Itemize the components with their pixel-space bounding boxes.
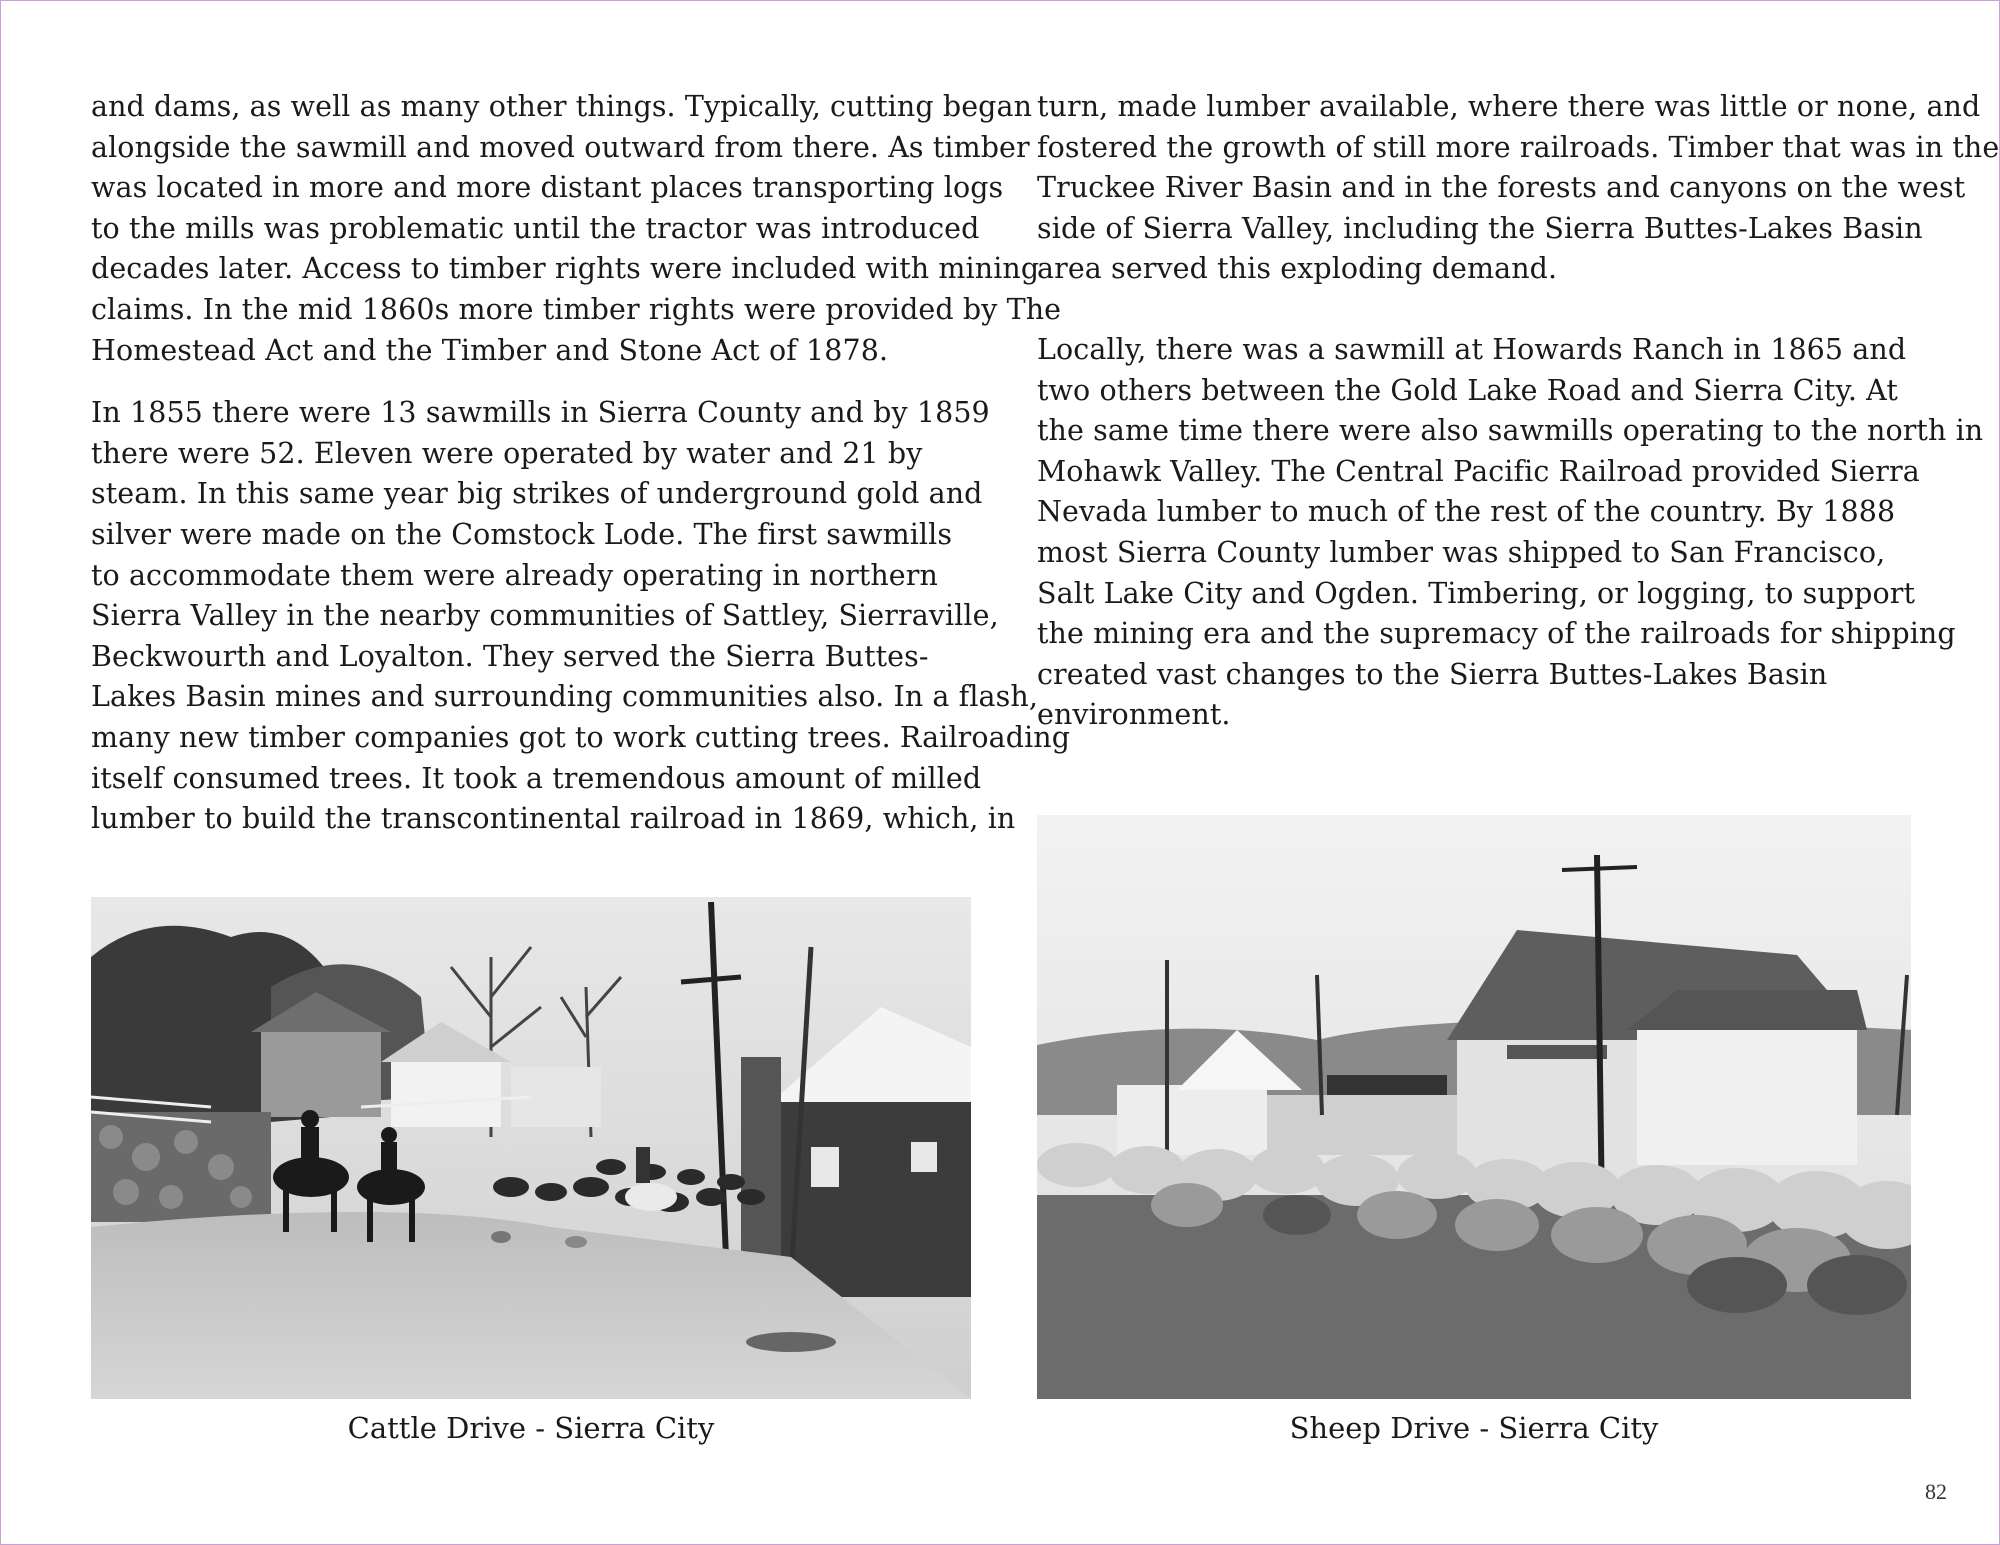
text-line: was located in more and more distant places transporting logs	[91, 171, 1004, 205]
text-line: Locally, there was a sawmill at Howards Ranch in 1865 and	[1037, 332, 1907, 366]
text-line: Truckee River Basin and in the forests and canyons on the west	[1037, 171, 1966, 205]
text-line: Mohawk Valley. The Central Pacific Railroad provided Sierra	[1037, 454, 1920, 488]
text-line: Beckwourth and Loyalton. They served the Sierra Buttes-	[91, 639, 929, 673]
text-line: the mining era and the supremacy of the railroads for shipping	[1037, 617, 1956, 651]
text-line: the same time there were also sawmills operating to the north in	[1037, 414, 1984, 448]
text-line: decades later. Access to timber rights were included with mining	[91, 252, 1040, 286]
text-line: steam. In this same year big strikes of underground gold and	[91, 477, 983, 511]
text-line: area served this exploding demand.	[1037, 252, 1558, 286]
text-line: claims. In the mid 1860s more timber rights were provided by The	[91, 292, 1062, 326]
left-text-column	[91, 87, 1071, 840]
text-line: silver were made on the Comstock Lode. The first sawmills	[91, 517, 953, 551]
right-text-column	[1037, 87, 2000, 736]
paragraph-lumber-available	[1037, 87, 2000, 290]
text-line: Nevada lumber to much of the rest of the country. By 1888	[1037, 495, 1896, 529]
page-number: 82	[1925, 1479, 1947, 1504]
paragraph-timber-cutting	[91, 87, 1062, 371]
cattle-drive-photo	[91, 897, 971, 1399]
text-line: Homestead Act and the Timber and Stone Act of 1878.	[91, 333, 889, 367]
text-line: Sierra Valley in the nearby communities of Sattley, Sierraville,	[91, 599, 999, 633]
text-line: there were 52. Eleven were operated by water and 21 by	[91, 436, 923, 470]
text-line: to accommodate them were already operating in northern	[91, 558, 938, 592]
text-line: fostered the growth of still more railroads. Timber that was in the	[1037, 130, 2000, 164]
text-line: two others between the Gold Lake Road and Sierra City. At	[1037, 373, 1898, 407]
text-line: most Sierra County lumber was shipped to San Francisco,	[1037, 535, 1886, 569]
text-line: and dams, as well as many other things. Typically, cutting began	[91, 90, 1033, 123]
text-line: environment.	[1037, 698, 1231, 732]
text-line: alongside the sawmill and moved outward from there. As timber	[91, 130, 1030, 164]
text-line: lumber to build the transcontinental railroad in 1869, which, in	[91, 802, 1016, 836]
text-line: to the mills was problematic until the tractor was introduced	[91, 211, 980, 245]
sheep-drive-caption: Sheep Drive - Sierra City	[1289, 1411, 1659, 1445]
paragraph-sawmills-1855	[91, 393, 1071, 840]
text-line: side of Sierra Valley, including the Sierra Buttes-Lakes Basin	[1037, 211, 1923, 245]
text-line: turn, made lumber available, where there was little or none, and	[1037, 90, 1981, 123]
paragraph-local-sawmills	[1037, 330, 1984, 736]
text-line: Lakes Basin mines and surrounding communities also. In a flash,	[91, 680, 1038, 714]
text-line: many new timber companies got to work cutting trees. Railroading	[91, 720, 1071, 754]
sheep-drive-photo	[1037, 815, 1911, 1399]
text-line: itself consumed trees. It took a tremendous amount of milled	[91, 761, 982, 795]
text-line: In 1855 there were 13 sawmills in Sierra County and by 1859	[91, 396, 990, 430]
cattle-drive-caption: Cattle Drive - Sierra City	[347, 1411, 715, 1445]
text-line: Salt Lake City and Ogden. Timbering, or logging, to support	[1037, 576, 1916, 610]
text-line: created vast changes to the Sierra Buttes-Lakes Basin	[1037, 657, 1828, 691]
